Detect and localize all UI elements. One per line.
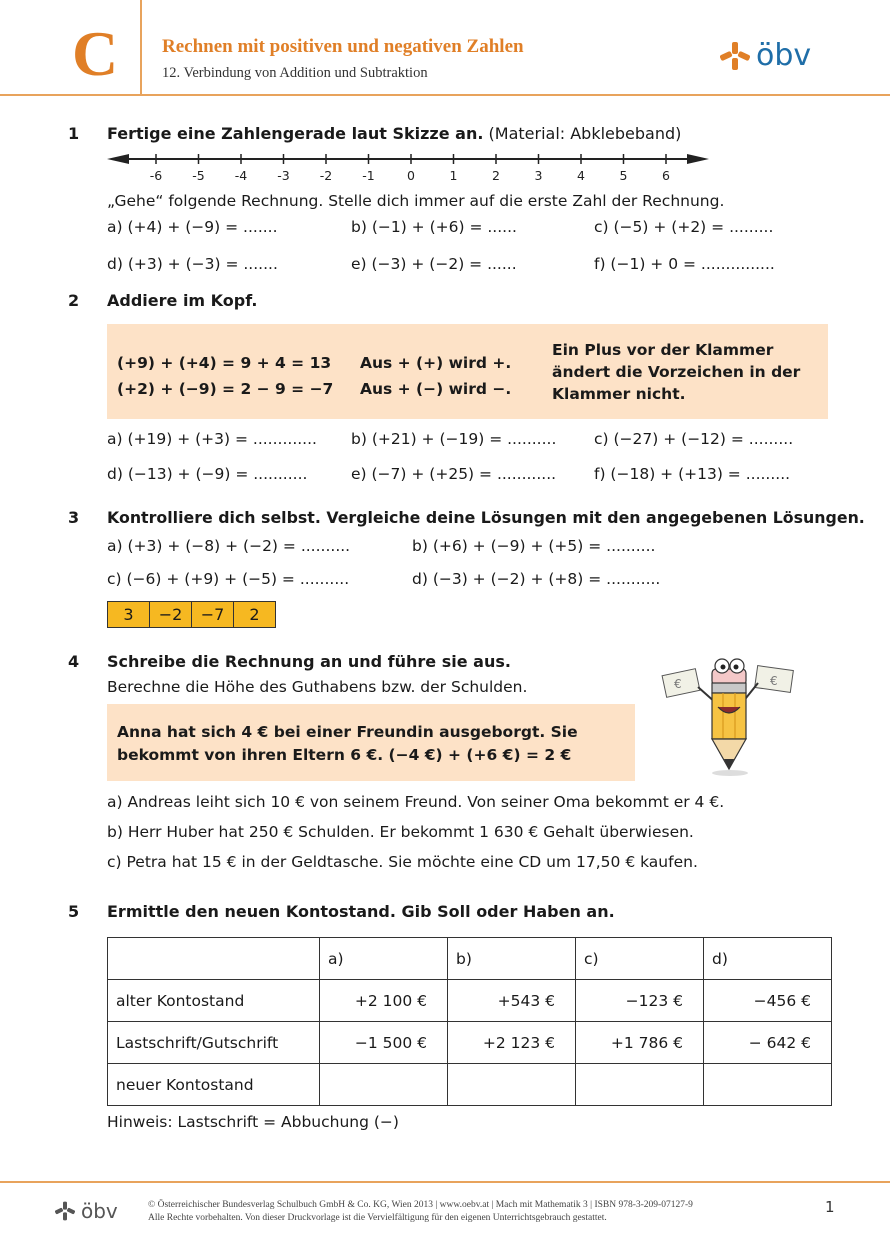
exercise-title [107, 124, 681, 143]
task-item: f) (−18) + (+13) = ......... [594, 465, 791, 483]
table-cell: +2 100 € [320, 980, 448, 1022]
task-item: b) Herr Huber hat 250 € Schulden. Er bekommt 1 630 € Gehalt überwiesen. [107, 823, 694, 841]
task-item: a) (+3) + (−8) + (−2) = .......... [107, 537, 351, 555]
exercise-title: Addiere im Kopf. [107, 291, 258, 310]
answer-cell [704, 1064, 832, 1106]
table-cell [108, 938, 320, 980]
table-cell: −456 € [704, 980, 832, 1022]
table-header-cell: c) [576, 938, 704, 980]
example-text: Anna hat sich 4 € bei einer Freundin ausgeborgt. Sie bekommt von ihren Eltern 6 €. (−4 €) + (+6 €) = 2 € [117, 723, 578, 764]
task-item: c) Petra hat 15 € in der Geldtasche. Sie möchte eine CD um 17,50 € kaufen. [107, 853, 698, 871]
tick-label: 2 [492, 168, 500, 183]
task-item: a) (+19) + (+3) = ............. [107, 430, 317, 448]
exercise-number: 4 [68, 652, 80, 671]
task-item: f) (−1) + 0 = ............... [594, 255, 775, 273]
table-cell: − 642 € [704, 1022, 832, 1064]
rule-line: Aus + (−) wird −. [360, 380, 512, 398]
pencil-mascot-illustration [660, 655, 800, 780]
table-cell: +2 123 € [448, 1022, 576, 1064]
solution-cell: −2 [150, 602, 192, 627]
table-row [108, 1022, 832, 1064]
task-item: a) (+4) + (−9) = ....... [107, 218, 278, 236]
table-cell: +543 € [448, 980, 576, 1022]
solution-cell: 2 [249, 605, 260, 624]
solution-cell: −7 [192, 602, 234, 627]
exercise-instruction: „Gehe“ folgende Rechnung. Stelle dich immer auf die erste Zahl der Rechnung. [107, 192, 725, 210]
example-box [107, 324, 828, 419]
banknote-right [755, 666, 794, 693]
task-item: b) (+21) + (−19) = .......... [351, 430, 557, 448]
solution-strip [107, 601, 276, 628]
number-line [107, 150, 712, 184]
exercise-instruction: Berechne die Höhe des Guthabens bzw. der Schulden. [107, 678, 528, 696]
tick-label: -5 [192, 168, 205, 183]
example-box [107, 704, 635, 781]
tick-label: -3 [277, 168, 290, 183]
row-label: Lastschrift/Gutschrift [108, 1022, 320, 1064]
copyright-line: © Österreichischer Bundesverlag Schulbuch GmbH & Co. KG, Wien 2013 | www.oebv.at | Mach mit Mathematik 3 | ISBN 978-3-209-07127-9 [148, 1200, 693, 1210]
table-cell: +1 786 € [576, 1022, 704, 1064]
tick-label: 3 [534, 168, 543, 183]
page-number: 1 [825, 1198, 835, 1216]
copyright-line: Alle Rechte vorbehalten. Von dieser Druckvorlage ist die Vervielfältigung für den eigenen Unterrichtsgebrauch gestattet. [148, 1213, 607, 1223]
task-item: b) (+6) + (−9) + (+5) = .......... [412, 537, 656, 555]
task-item: a) Andreas leiht sich 10 € von seinem Freund. Von seiner Oma bekommt er 4 €. [107, 793, 725, 811]
tick-label: 6 [662, 168, 670, 183]
table-row [108, 980, 832, 1022]
tick-label: -4 [234, 168, 248, 183]
copyright-text [148, 1199, 693, 1225]
footer-divider [0, 1181, 890, 1183]
tick-label: -1 [362, 168, 375, 183]
tick-label: 5 [619, 168, 628, 183]
example-line: (+2) + (−9) = 2 − 9 = −7 [117, 380, 334, 398]
tick-label: 0 [407, 168, 415, 183]
exercise-title-extra: (Material: Abklebeband) [488, 124, 682, 143]
header-divider [0, 94, 890, 96]
example-calculations [117, 350, 333, 402]
rule-line: Aus + (+) wird +. [360, 354, 512, 372]
task-item: c) (−5) + (+2) = ......... [594, 218, 774, 236]
table-cell: −123 € [576, 980, 704, 1022]
table-header-cell: d) [704, 938, 832, 980]
star-icon [720, 40, 750, 72]
header-divider-vertical [140, 0, 142, 94]
row-label: neuer Kontostand [108, 1064, 320, 1106]
tick-label: 4 [577, 168, 585, 183]
star-icon [55, 1200, 75, 1222]
table-cell: −1 500 € [320, 1022, 448, 1064]
task-item: d) (−3) + (−2) + (+8) = ........... [412, 570, 661, 588]
publisher-logo [720, 40, 811, 72]
row-label: alter Kontostand [108, 980, 320, 1022]
answer-cell [448, 1064, 576, 1106]
exercise-number: 2 [68, 291, 80, 310]
task-item: d) (−13) + (−9) = ........... [107, 465, 308, 483]
exercise-number: 1 [68, 124, 80, 143]
tick-label: -2 [319, 168, 333, 183]
example-line: (+9) + (+4) = 9 + 4 = 13 [117, 354, 332, 372]
euro-symbol: € [770, 674, 778, 688]
tick-label: 1 [449, 168, 458, 183]
task-item: b) (−1) + (+6) = ...... [351, 218, 517, 236]
exercise-title: Kontrolliere dich selbst. Vergleiche deine Lösungen mit den angegebenen Lösungen. [107, 508, 865, 527]
task-item: e) (−3) + (−2) = ...... [351, 255, 517, 273]
task-item: c) (−27) + (−12) = ......... [594, 430, 794, 448]
task-item: d) (+3) + (−3) = ....... [107, 255, 278, 273]
exercise-number: 5 [68, 902, 80, 921]
exercise-title-text: Fertige eine Zahlengerade laut Skizze an. [107, 124, 484, 143]
logo-text: öbv [756, 38, 812, 73]
exercise-title: Ermittle den neuen Kontostand. Gib Soll oder Haben an. [107, 902, 615, 921]
exercise-number: 3 [68, 508, 80, 527]
table-hint: Hinweis: Lastschrift = Abbuchung (−) [107, 1113, 399, 1131]
answer-cell [320, 1064, 448, 1106]
rule-note: Ein Plus vor der Klammer ändert die Vorzeichen in der Klammer nicht. [552, 341, 801, 403]
answer-cell [576, 1064, 704, 1106]
page-title: Rechnen mit positiven und negativen Zahlen [162, 36, 524, 57]
chapter-letter: C [72, 18, 119, 89]
task-item: c) (−6) + (+9) + (−5) = .......... [107, 570, 350, 588]
tick-label: -6 [149, 168, 163, 183]
task-item: e) (−7) + (+25) = ............ [351, 465, 557, 483]
table-header-row [108, 938, 832, 980]
footer-logo-text: öbv [81, 1199, 118, 1223]
page-subtitle: 12. Verbindung von Addition und Subtraktion [162, 65, 428, 81]
table-header-cell: b) [448, 938, 576, 980]
table-header-cell: a) [320, 938, 448, 980]
exercise-title: Schreibe die Rechnung an und führe sie aus. [107, 652, 511, 671]
rule-text [360, 350, 511, 402]
account-table [107, 937, 832, 1106]
table-row [108, 1064, 832, 1106]
banknote-left [662, 669, 700, 698]
solution-cell: 3 [108, 602, 150, 627]
footer-logo [55, 1200, 118, 1222]
euro-symbol: € [674, 677, 682, 691]
